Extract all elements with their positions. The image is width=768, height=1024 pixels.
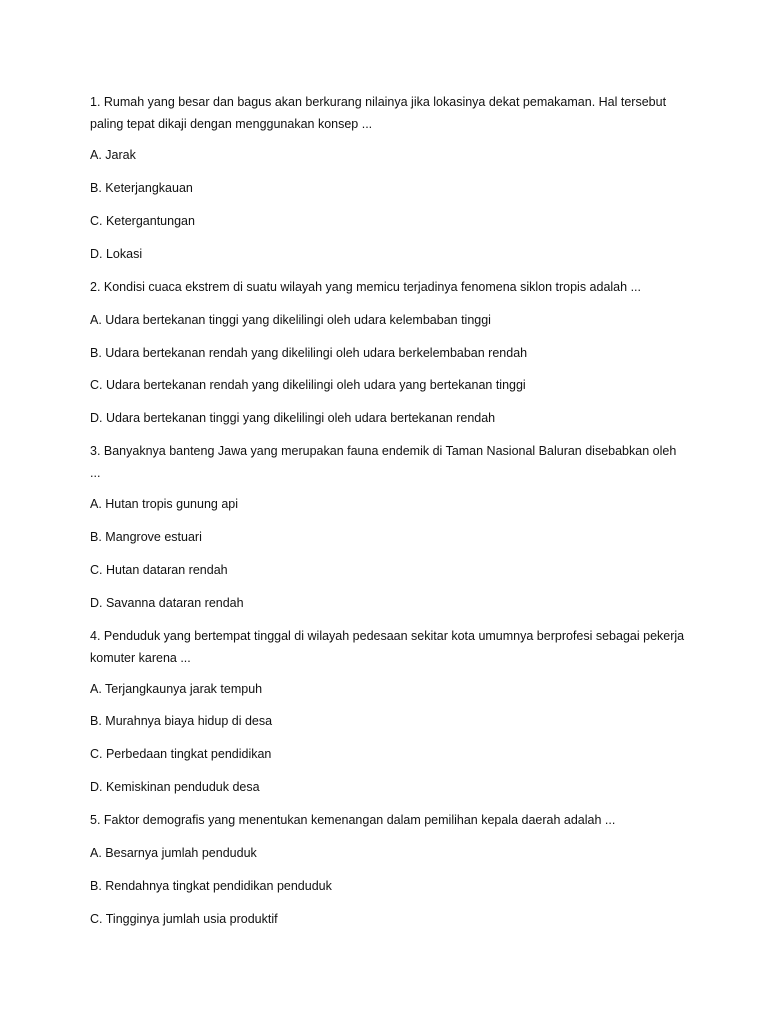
question-4: 4. Penduduk yang bertempat tinggal di wilayah pedesaan sekitar kota umumnya berprofesi sebagai pekerja komuter karena ...	[90, 629, 688, 665]
question-2-option-a: A. Udara bertekanan tinggi yang dikelilingi oleh udara kelembaban tinggi	[90, 313, 491, 327]
question-5-option-c: C. Tingginya jumlah usia produktif	[90, 912, 278, 926]
question-4-option-d: D. Kemiskinan penduduk desa	[90, 780, 260, 794]
question-5: 5. Faktor demografis yang menentukan kemenangan dalam pemilihan kepala daerah adalah ...	[90, 813, 616, 827]
question-5-option-b: B. Rendahnya tingkat pendidikan penduduk	[90, 879, 332, 893]
question-2-option-b: B. Udara bertekanan rendah yang dikelilingi oleh udara berkelembaban rendah	[90, 346, 528, 360]
question-4-option-b: B. Murahnya biaya hidup di desa	[90, 714, 273, 728]
question-3-option-c: C. Hutan dataran rendah	[90, 563, 228, 577]
question-3-option-a: A. Hutan tropis gunung api	[90, 497, 239, 511]
question-1-option-d: D. Lokasi	[90, 247, 143, 261]
question-2: 2. Kondisi cuaca ekstrem di suatu wilayah yang memicu terjadinya fenomena siklon tropis adalah ...	[90, 280, 641, 294]
question-2-option-d: D. Udara bertekanan tinggi yang dikelilingi oleh udara bertekanan rendah	[90, 411, 496, 425]
question-1-option-a: A. Jarak	[90, 148, 136, 162]
question-4-option-c: C. Perbedaan tingkat pendidikan	[90, 747, 272, 761]
question-1-option-b: B. Keterjangkauan	[90, 181, 193, 195]
question-3-option-d: D. Savanna dataran rendah	[90, 596, 244, 610]
question-1-option-c: C. Ketergantungan	[90, 214, 195, 228]
question-2-option-c: C. Udara bertekanan rendah yang dikelilingi oleh udara yang bertekanan tinggi	[90, 378, 526, 392]
question-5-option-a: A. Besarnya jumlah penduduk	[90, 846, 257, 860]
question-4-option-a: A. Terjangkaunya jarak tempuh	[90, 682, 263, 696]
question-1: 1. Rumah yang besar dan bagus akan berkurang nilainya jika lokasinya dekat pemakaman. Hal tersebut paling tepat dikaji dengan menggunakan konsep ...	[90, 95, 670, 131]
question-3-option-b: B. Mangrove estuari	[90, 530, 202, 544]
question-3: 3. Banyaknya banteng Jawa yang merupakan fauna endemik di Taman Nasional Baluran disebabkan oleh ...	[90, 444, 680, 480]
